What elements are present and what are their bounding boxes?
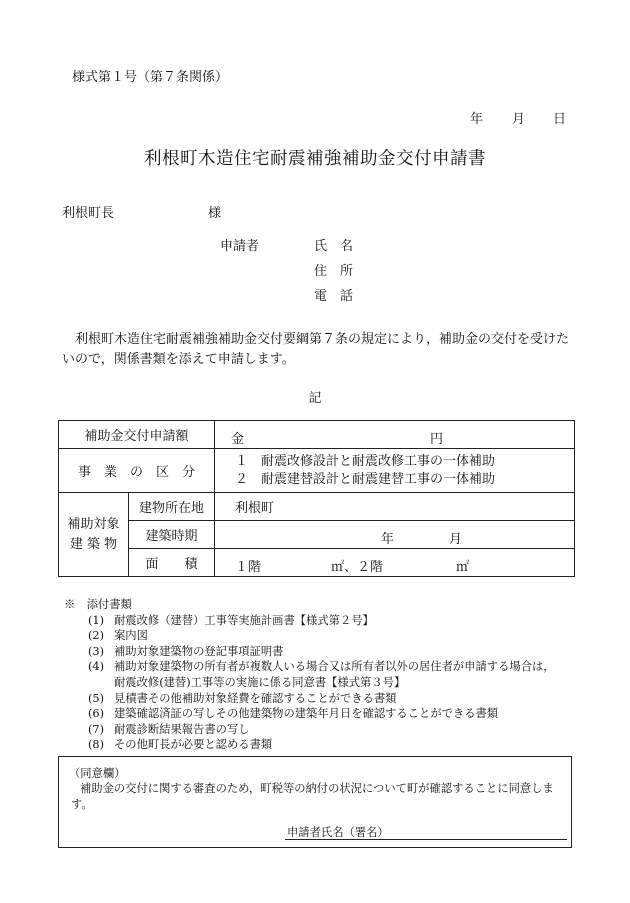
table-row-location (59, 493, 575, 521)
list-item: (4) 補助対象建築物の所有者が複数人いる場合又は所有者以外の居住者が申請する場合は， (87, 660, 555, 674)
type-option-2[interactable]: ２ 耐震建替設計と耐震建替工事の一体補助 (235, 471, 496, 487)
amount-field[interactable] (215, 421, 575, 449)
consent-body: 補助金の交付に関する審査のため，町税等の納付の状況について町が確認することに同意します。 (71, 782, 554, 811)
built-label: 建築時期 (129, 521, 215, 549)
form-number: 様式第１号（第７条関係） (72, 70, 229, 85)
list-item: (5) 見積書その他補助対象経費を確認することができる書類 (87, 691, 397, 705)
ki-heading: 記 (308, 391, 322, 406)
list-item: (6) 建築確認済証の写しその他建築物の建築年月日を確認することができる書類 (87, 707, 499, 721)
location-field[interactable]: 利根町 (215, 493, 575, 521)
application-table (58, 420, 575, 577)
table-row-amount (59, 421, 575, 449)
addressee-honorific: 様 (208, 206, 222, 221)
list-item: (8) その他町長が必要と認める書類 (87, 738, 273, 752)
location-label: 建物所在地 (129, 493, 215, 521)
list-item: (1) 耐震改修（建替）工事等実施計画書【様式第２号】 (87, 613, 374, 627)
area-floor2-unit: ㎡ (456, 560, 470, 575)
target-building-label (59, 493, 129, 577)
addressee-name: 利根町長 (62, 206, 115, 221)
list-item: 耐震改修(建替)工事等の実施に係る同意書【様式第３号】 (114, 675, 406, 689)
target-label-line-1: 補助対象 (67, 516, 120, 532)
amount-label: 補助金交付申請額 (59, 421, 215, 449)
amount-unit: 円 (430, 432, 444, 447)
area-field[interactable] (215, 549, 575, 577)
date-day-label: 日 (553, 112, 567, 127)
signature-field[interactable] (285, 839, 567, 840)
applicant-label: 申請者 (220, 239, 260, 254)
built-month-unit: 月 (449, 532, 463, 547)
signature-label: 申請者氏名（署名） (287, 826, 389, 839)
consent-box (58, 756, 572, 848)
list-item: (2) 案内図 (87, 629, 148, 643)
date-month-label: 月 (512, 112, 526, 127)
built-year-unit: 年 (381, 532, 395, 547)
applicant-address-label: 住 所 (314, 264, 354, 279)
built-field[interactable] (215, 521, 575, 549)
type-label: 事 業 の 区 分 (59, 449, 215, 493)
table-row-built (59, 521, 575, 549)
list-item: (3) 補助対象建築物の登記事項証明書 (87, 644, 284, 658)
amount-prefix: 金 (231, 432, 245, 447)
table-row-type (59, 449, 575, 493)
applicant-name-label: 氏 名 (314, 239, 354, 254)
date-year-label: 年 (470, 112, 484, 127)
attachments-heading: ※ 添付書類 (64, 598, 132, 611)
list-item: (7) 耐震診断結果報告書の写し (87, 722, 250, 736)
consent-heading: （同意欄） (69, 767, 126, 780)
area-label: 面 積 (129, 549, 215, 577)
type-field[interactable] (215, 449, 575, 493)
target-label-line-2: 建 築 物 (69, 536, 118, 552)
type-option-1[interactable]: １ 耐震改修設計と耐震改修工事の一体補助 (235, 453, 496, 469)
area-floor1-label: １階 (235, 560, 262, 575)
table-row-area (59, 549, 575, 577)
attachments-section (64, 597, 584, 753)
area-floor1-unit: ㎡、２階 (331, 560, 384, 575)
document-title: 利根町木造住宅耐震補強補助金交付申請書 (144, 149, 486, 169)
applicant-phone-label: 電 話 (314, 289, 354, 304)
body-text: 利根町木造住宅耐震補強補助金交付要綱第７条の規定により，補助金の交付を受けたいので，関係書類を添えて申請します。 (62, 332, 570, 367)
